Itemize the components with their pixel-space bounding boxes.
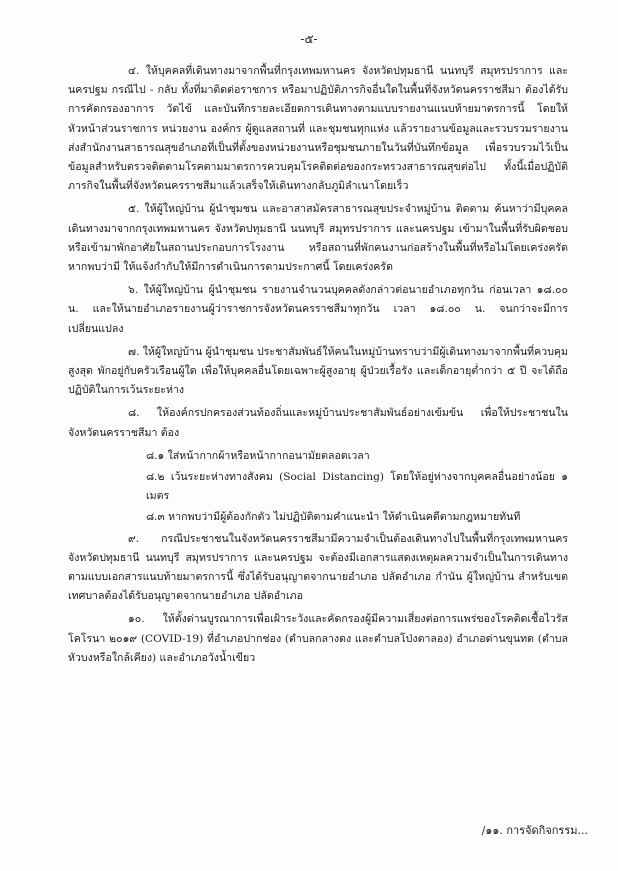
page-number: -๕- [300,32,318,46]
paragraph-4: ๔. ให้บุคคลที่เดินทางมาจากพื้นที่กรุงเทพมหานคร จังหวัดปทุมธานี นนทบุรี สมุทรปราการ และนครปฐม กรณีไป - กลับ ทั้งที่มาติดต่อราชการ หรือมาปฏิบัติภารกิจอื่นใดในพื้นที่จังหวัดนครราชสีมา ต้องได้รับการคัดกรองอาการ วัดไข้ และบันทึกรายละเอียดการเดินทางตามแบบรายงานแนบท้ายมาตรการนี้ โดยให้หัวหน้าส่วนราชการ หน่วยงาน องค์กร ผู้ดูแลสถานที่ และชุมชนทุกแห่ง แล้วรายงานข้อมูลและรวบรวมรายงานส่งสำนักงานสาธารณสุขอำเภอที่เป็นที่ตั้งของหน่วยงานหรือชุมชนภายในวันที่บันทึกข้อมูล เพื่อรวบรวมไว้เป็นข้อมูลสำหรับตรวจติดตามโรคตามมาตรการควบคุมโรคติดต่อของกระทรวงสาธารณสุขต่อไป ทั้งนี้เมื่อปฏิบัติภารกิจในพื้นที่จังหวัดนครราชสีมาแล้วเสร็จให้เดินทางกลับภูมิลำเนาโดยเร็ว [68,65,568,193]
paragraph-8: ๘. ให้องค์กรปกครองส่วนท้องถิ่นและหมู่บ้านประชาสัมพันธ์อย่างเข้มข้น เพื่อให้ประชาชนในจังหวัดนครราชสีมา ต้อง [68,407,568,439]
sub-item-8-2: ๘.๒ เว้นระยะห่างทางสังคม (Social Distancing) โดยให้อยู่ห่างจากบุคคลอื่นอย่างน้อย ๑ เมตร [146,471,568,503]
continuation-marker: /๑๑. การจัดกิจกรรม... [481,824,588,837]
sub-item-8-1: ๘.๑ ใส่หน้ากากผ้าหรือหน้ากากอนามัยตลอดเวลา [146,449,370,462]
sub-item-8-3: ๘.๓ หากพบว่ามีผู้ต้องกักตัว ไม่ปฏิบัติตามคำแนะนำ ให้ดำเนินคดีตามกฎหมายทันที [146,511,521,524]
paragraph-5: ๕. ให้ผู้ใหญ่บ้าน ผู้นำชุมชน และอาสาสมัครสาธารณสุขประจำหมู่บ้าน ติดตาม ค้นหาว่ามีบุคคลเดินทางมาจากกรุงเทพมหานคร จังหวัดปทุมธานี นนทบุรี สมุทรปราการ และนครปฐม เข้ามาในพื้นที่รับผิดชอบหรือเข้ามาพักอาศัยในสถานประกอบการโรงงาน หรือสถานที่พักคนงานก่อสร้างในพื้นที่หรือไม่โดยเคร่งครัด หากพบว่ามี ให้แจ้งกำกับให้มีการดำเนินการตามประกาศนี้ โดยเคร่งครัด [68,203,568,274]
paragraph-9: ๙. กรณีประชาชนในจังหวัดนครราชสีมามีความจำเป็นต้องเดินทางไปในพื้นที่กรุงเทพมหานคร จังหวัดปทุมธานี นนทบุรี สมุทรปราการ และนครปฐม จะต้องมีเอกสารแสดงเหตุผลความจำเป็นในการเดินทางตามแบบเอกสารแนบท้ายมาตรการนี้ ซึ่งได้รับอนุญาตจากนายอำเภอ ปลัดอำเภอ กำนัน ผู้ใหญ่บ้าน สำหรับเขตเทศบาลต้องได้รับอนุญาตจากนายอำเภอ ปลัดอำเภอ [68,532,568,603]
paragraph-6: ๖. ให้ผู้ใหญ่บ้าน ผู้นำชุมชน รายงานจำนวนบุคคลดังกล่าวต่อนายอำเภอทุกวัน ก่อนเวลา ๑๘.๐๐ น. และให้นายอำเภอรายงานผู้ว่าราชการจังหวัดนครราชสีมาทุกวัน เวลา ๑๘.๐๐ น. จนกว่าจะมีการเปลี่ยนแปลง [68,284,568,335]
paragraph-10: ๑๐. ให้ตั้งด่านบูรณาการเพื่อเฝ้าระวังและคัดกรองผู้มีความเสี่ยงต่อการแพร่ของโรคติดเชื้อไวรัสโคโรนา ๒๐๑๙ (COVID-19) ที่อำเภอปากช่อง (ตำบลกลางดง และตำบลโป่งตาลอง) อำเภอด่านขุนทด (ตำบลหัวบงหรือใกล้เคียง) และอำเภอวังน้ำเขียว [68,613,568,664]
document-body [68,62,568,672]
paragraph-7: ๗. ให้ผู้ใหญ่บ้าน ผู้นำชุมชน ประชาสัมพันธ์ให้คนในหมู่บ้านทราบว่ามีผู้เดินทางมาจากพื้นที่ควบคุมสูงสุด พักอยู่กับครัวเรือนผู้ใด เพื่อให้บุคคลอื่นโดยเฉพาะผู้สูงอายุ ผู้ป่วยเรื้อรัง และเด็กอายุต่ำกว่า ๕ ปี จะได้ถือปฏิบัติในการเว้นระยะห่าง [68,345,568,397]
